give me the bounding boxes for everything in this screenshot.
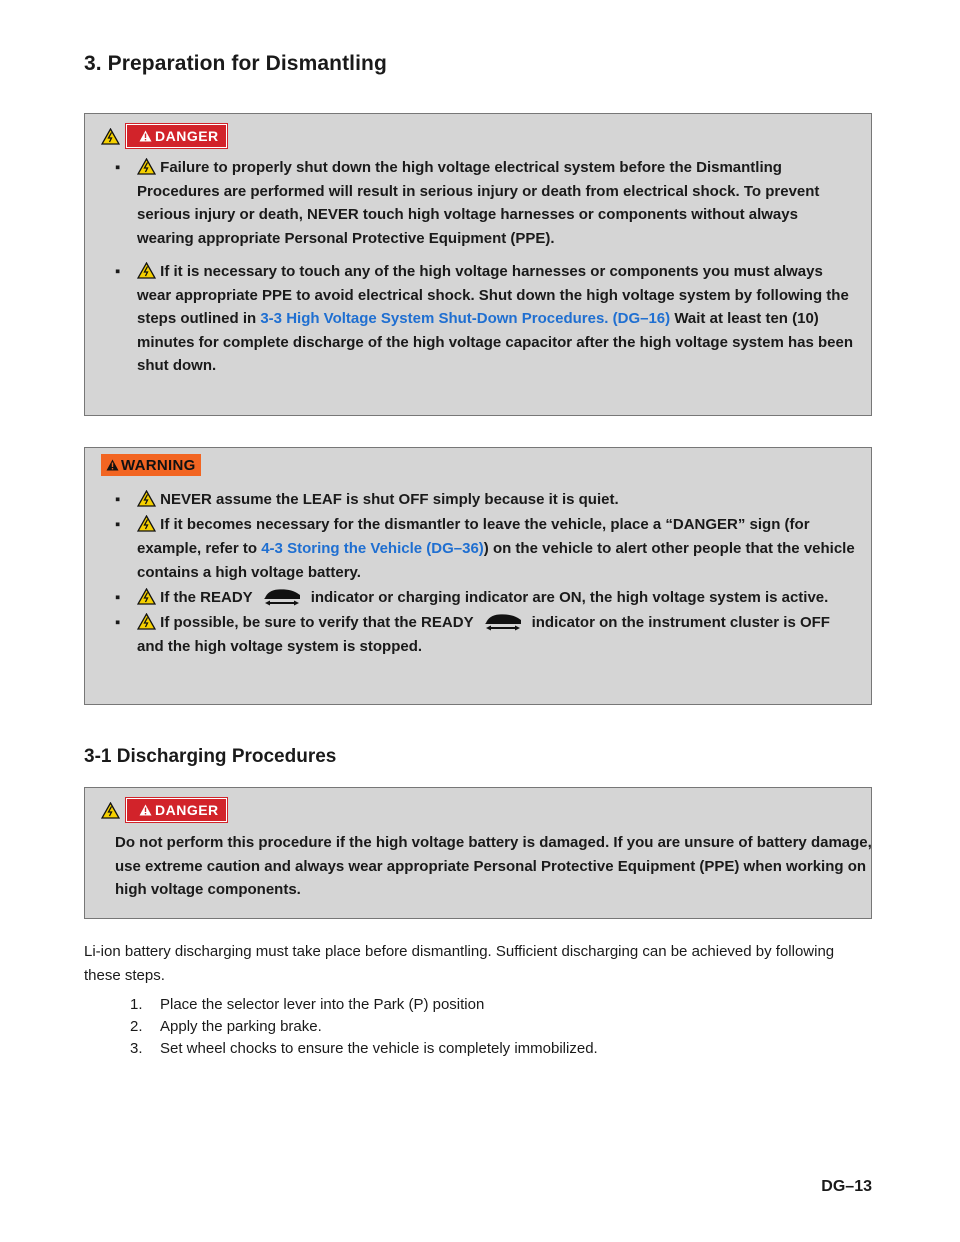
list-item [115,513,860,585]
list-item-text: ) on the vehicle to alert other people that the vehicle contains a high voltage battery. [137,540,855,581]
body-paragraph: Li-ion battery discharging must take place before dismantling. Sufficient discharging can be achieved by following these steps. [84,943,835,984]
steps-list [130,994,598,1060]
bullet: ▪ [115,491,121,508]
list-item [115,586,860,610]
section-heading: 3. Preparation for Dismantling [84,52,387,75]
high-voltage-triangle-icon [137,515,156,532]
danger-badge-row [101,124,227,148]
exclamation-triangle-icon [139,804,152,816]
exclamation-triangle-icon [139,130,152,142]
step-text: Place the selector lever into the Park (P) position [160,996,485,1013]
list-item-text: Wait at least ten (10) minutes for complete discharge of the high voltage capacitor after the high voltage system has been shut down. [137,310,853,374]
warning-badge-row [101,454,201,476]
danger-text: Do not perform this procedure if the high voltage battery is damaged. If you are unsure of battery damage, use extreme caution and always wear appropriate Personal Protective Equipment (PPE) when working on high voltage components. [115,834,872,898]
shutdown-procedures-link[interactable]: 3-3 High Voltage System Shut-Down Procedures. (DG–16) [260,310,671,327]
danger-box [84,787,872,919]
list-item-text: indicator on the instrument cluster is OFF and the high voltage system is stopped. [137,614,830,655]
list-item-text: If the READY [160,589,253,606]
list-item [115,260,855,378]
danger-list [115,156,855,388]
list-item [115,488,860,512]
high-voltage-triangle-icon [101,802,120,819]
step-item [130,1016,598,1038]
bullet: ▪ [115,516,121,533]
step-item [130,994,598,1016]
list-item-text: NEVER assume the LEAF is shut OFF simply because it is quiet. [160,491,619,508]
list-item [115,156,855,250]
exclamation-triangle-icon [106,459,119,471]
bullet: ▪ [115,614,121,631]
ready-car-indicator-icon [482,611,524,633]
danger-box [84,113,872,416]
step-text: Apply the parking brake. [160,1018,322,1035]
step-number: 2. [130,1018,143,1035]
step-number: 1. [130,996,143,1013]
step-item [130,1038,598,1060]
danger-badge-label: DANGER [155,802,219,818]
subsection-heading: 3-1 Discharging Procedures [84,746,337,767]
page-number: DG–13 [821,1178,872,1195]
ready-car-indicator-icon [261,586,303,608]
bullet: ▪ [115,159,121,176]
bullet: ▪ [115,589,121,606]
high-voltage-triangle-icon [137,588,156,605]
danger-badge [126,798,227,822]
danger-badge-label: DANGER [155,128,219,144]
list-item-text: indicator or charging indicator are ON, the high voltage system is active. [310,589,829,606]
storing-vehicle-link[interactable]: 4-3 Storing the Vehicle (DG–36) [261,540,484,557]
bullet: ▪ [115,263,121,280]
high-voltage-triangle-icon [137,262,156,279]
warning-box [84,447,872,705]
warning-list [115,488,860,660]
list-item-text: If possible, be sure to verify that the READY [160,614,474,631]
danger-badge [126,124,227,148]
danger-badge-row [101,798,227,822]
step-text: Set wheel chocks to ensure the vehicle is completely immobilized. [160,1040,598,1057]
list-item-text: If it becomes necessary for the dismantler to leave the vehicle, place a “DANGER” sign (for example, refer to [137,516,810,557]
step-number: 3. [130,1040,143,1057]
high-voltage-triangle-icon [101,128,120,145]
warning-badge [101,454,201,476]
high-voltage-triangle-icon [137,490,156,507]
high-voltage-triangle-icon [137,158,156,175]
list-item [115,611,860,659]
warning-badge-label: WARNING [121,456,196,474]
high-voltage-triangle-icon [137,613,156,630]
list-item-text: If it is necessary to touch any of the high voltage harnesses or components you must always wear appropriate PPE to avoid electrical shock. Shut down the high voltage system by following the steps outlined in [137,263,849,327]
list-item-text: Failure to properly shut down the high voltage electrical system before the Dismantling Procedures are performed will result in serious injury or death from electrical shock. To prevent serious injury or death, NEVER touch high voltage harnesses or components without always wearing appropriate Personal Protective Equipment (PPE). [137,159,820,247]
